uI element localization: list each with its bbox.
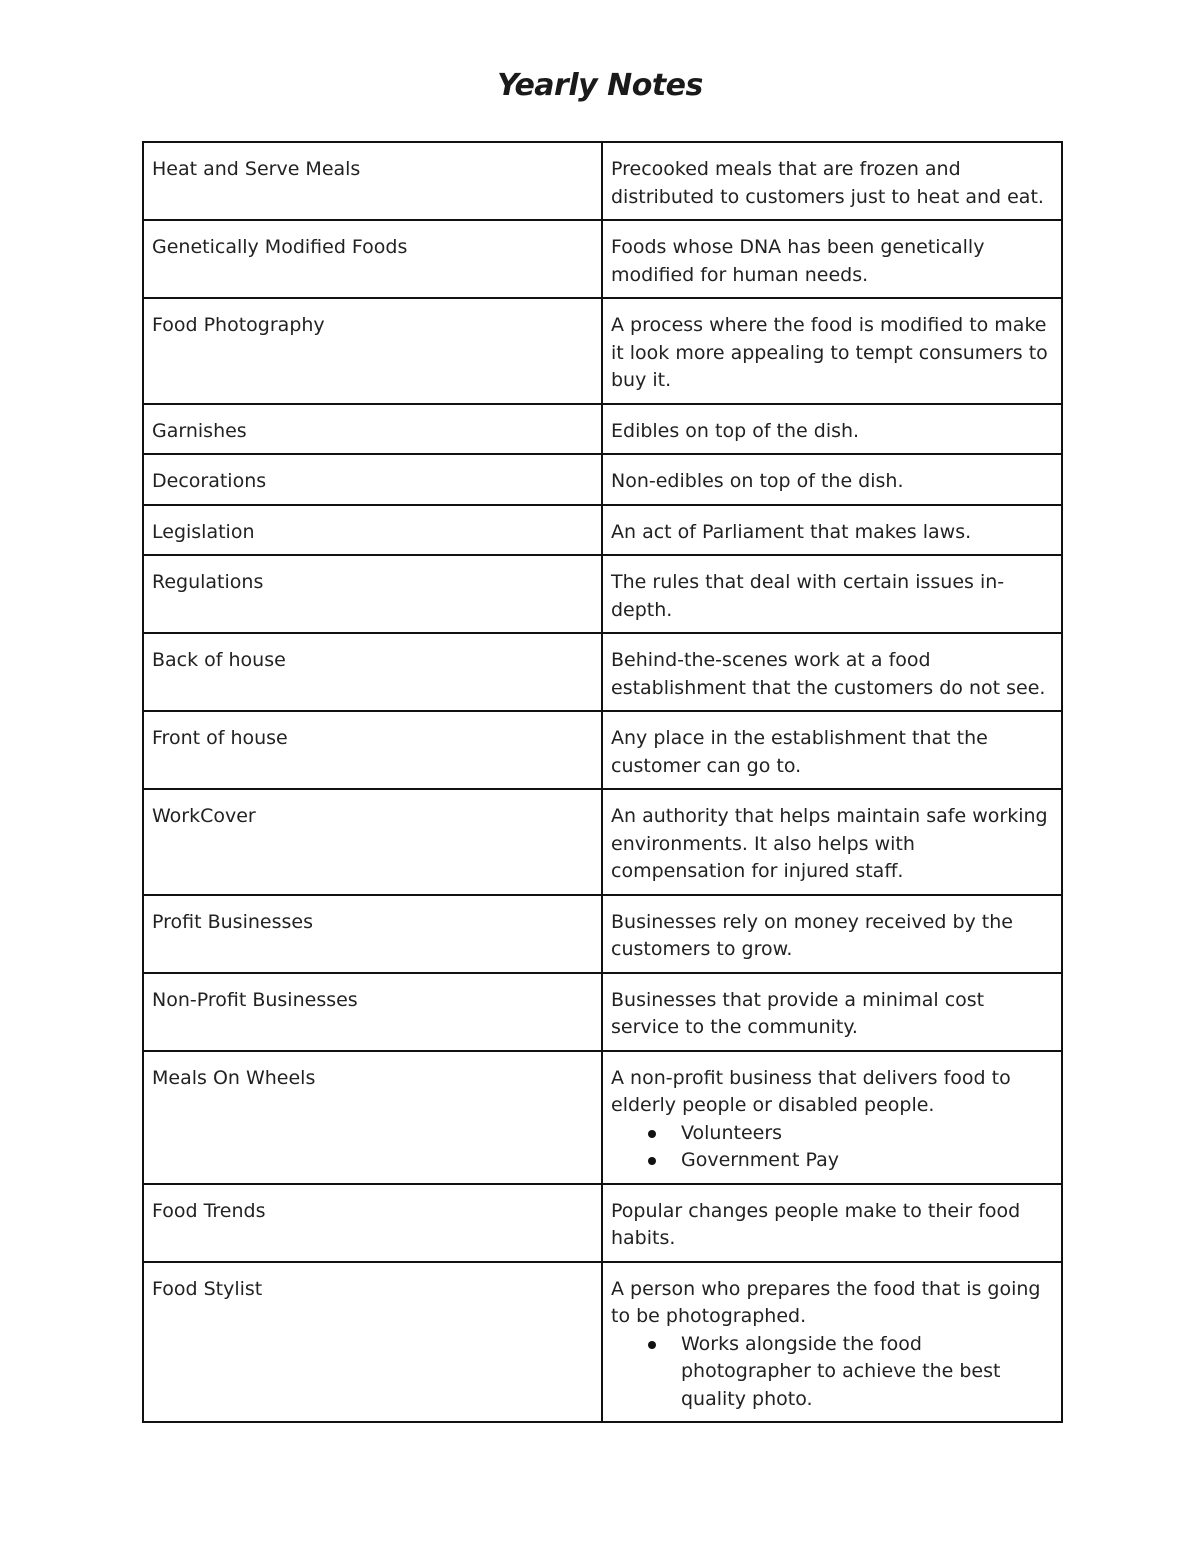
definition-cell: Non-edibles on top of the dish. xyxy=(602,454,1062,505)
term-cell: Regulations xyxy=(143,555,602,633)
table-row xyxy=(143,973,1062,1051)
definition-cell: An authority that helps maintain safe working environments. It also helps with compensation for injured staff. xyxy=(602,789,1062,895)
table-row xyxy=(143,142,1062,220)
definition-cell: Edibles on top of the dish. xyxy=(602,404,1062,455)
term-cell: Profit Businesses xyxy=(143,895,602,973)
table-row xyxy=(143,220,1062,298)
definition-cell: Popular changes people make to their food habits. xyxy=(602,1184,1062,1262)
definition-cell: Behind-the-scenes work at a food establishment that the customers do not see. xyxy=(602,633,1062,711)
table-row xyxy=(143,555,1062,633)
term-cell: Decorations xyxy=(143,454,602,505)
bullet-item: Works alongside the food photographer to achieve the best quality photo. xyxy=(681,1331,1053,1414)
bullet-list xyxy=(611,1331,1053,1414)
term-cell: Front of house xyxy=(143,711,602,789)
term-cell: Non-Profit Businesses xyxy=(143,973,602,1051)
definition-cell xyxy=(602,1051,1062,1184)
term-cell: Meals On Wheels xyxy=(143,1051,602,1184)
table-row xyxy=(143,633,1062,711)
page-title: Yearly Notes xyxy=(497,68,703,103)
table-row xyxy=(143,1051,1062,1184)
table-row xyxy=(143,789,1062,895)
table-row xyxy=(143,298,1062,404)
term-cell: WorkCover xyxy=(143,789,602,895)
table-row xyxy=(143,895,1062,973)
definition-cell: A process where the food is modified to make it look more appealing to tempt consumers to buy it. xyxy=(602,298,1062,404)
table-row xyxy=(143,505,1062,556)
definition-text: A non-profit business that delivers food to elderly people or disabled people. xyxy=(611,1066,1011,1116)
term-cell: Garnishes xyxy=(143,404,602,455)
definition-cell: Businesses that provide a minimal cost service to the community. xyxy=(602,973,1062,1051)
definition-cell: The rules that deal with certain issues in-depth. xyxy=(602,555,1062,633)
bullet-item: Volunteers xyxy=(681,1120,1053,1148)
definition-cell: Precooked meals that are frozen and distributed to customers just to heat and eat. xyxy=(602,142,1062,220)
definition-cell: Any place in the establishment that the customer can go to. xyxy=(602,711,1062,789)
definition-text: A person who prepares the food that is going to be photographed. xyxy=(611,1277,1041,1327)
notes-table xyxy=(142,141,1063,1423)
table-row xyxy=(143,711,1062,789)
bullet-list xyxy=(611,1120,1053,1175)
term-cell: Heat and Serve Meals xyxy=(143,142,602,220)
definition-cell: Foods whose DNA has been genetically modified for human needs. xyxy=(602,220,1062,298)
definition-cell: Businesses rely on money received by the customers to grow. xyxy=(602,895,1062,973)
term-cell: Back of house xyxy=(143,633,602,711)
term-cell: Food Photography xyxy=(143,298,602,404)
bullet-item: Government Pay xyxy=(681,1147,1053,1175)
table-row xyxy=(143,404,1062,455)
definition-cell: An act of Parliament that makes laws. xyxy=(602,505,1062,556)
term-cell: Food Trends xyxy=(143,1184,602,1262)
definition-cell xyxy=(602,1262,1062,1423)
term-cell: Food Stylist xyxy=(143,1262,602,1423)
table-row xyxy=(143,454,1062,505)
table-row xyxy=(143,1184,1062,1262)
table-row xyxy=(143,1262,1062,1423)
term-cell: Legislation xyxy=(143,505,602,556)
term-cell: Genetically Modified Foods xyxy=(143,220,602,298)
